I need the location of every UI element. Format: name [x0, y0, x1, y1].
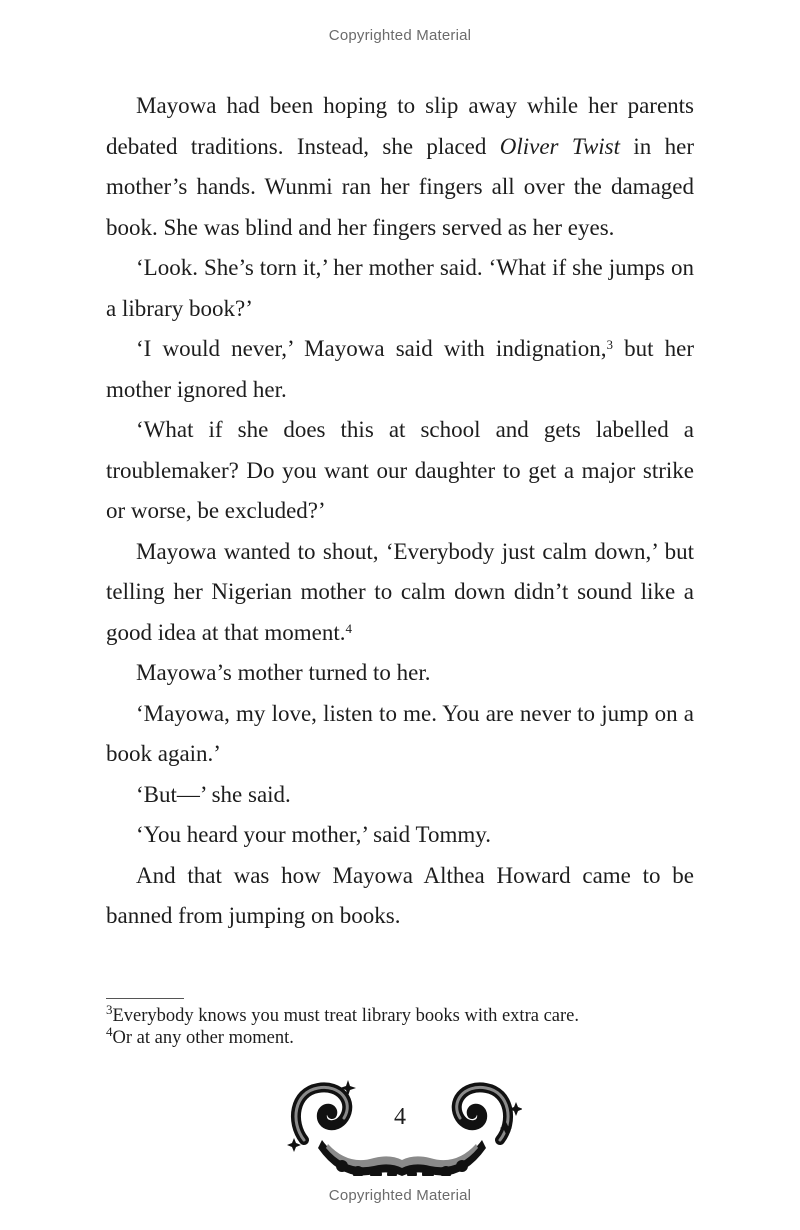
paragraph-9: ‘You heard your mother,’ said Tommy. — [136, 822, 491, 847]
paragraph-7: ‘Mayowa, my love, listen to me. You are never to jump on a book again.’ — [106, 700, 694, 766]
paragraph-3: ‘I would never,’ Mayowa said with indignation,$^3$ but her mother ignored her. — [106, 336, 694, 402]
footnote-4: $^4$Or at any other moment. — [106, 1023, 294, 1048]
copyright-watermark-top: Copyrighted Material — [328, 27, 472, 44]
footnote-3: $^3$Everybody knows you must treat library books with extra care. — [106, 1001, 579, 1026]
paragraph-4: ‘What if she does this at school and gets labelled a troublemaker? Do you want our daughter to get a major strike or worse, be excluded?’ — [106, 417, 694, 523]
page-number: 4 — [394, 1104, 406, 1130]
ornament-right-spiral — [457, 1087, 508, 1140]
paragraph-6: Mayowa’s mother turned to her. — [136, 660, 431, 685]
footnote-ref-4: 4 — [345, 620, 353, 636]
ornament-arch-inner — [326, 1144, 478, 1168]
book-title: Oliver Twist — [499, 133, 621, 159]
paragraph-8: ‘But—’ she said. — [136, 781, 291, 807]
page-body — [106, 86, 694, 937]
paragraph-10: And that was how Mayowa Althea Howard came to be banned from jumping on books. — [106, 862, 694, 928]
footnote-divider — [106, 998, 184, 999]
footnote-ref-3: 3 — [606, 336, 613, 352]
ornament-left-spiral — [296, 1087, 347, 1140]
footnotes — [106, 1001, 706, 1049]
paragraph-2: ‘Look. She’s torn it,’ her mother said. ‘What if she jumps on a library book?’ — [106, 255, 694, 321]
paragraph-1: Mayowa had been hoping to slip away while her parents debated traditions. Instead, she placed Oliver Twist in her mother’s hands. Wunmi ran her fingers all over the damaged book. She was blind and her fingers served as her eyes. — [106, 93, 694, 240]
paragraph-5: Mayowa wanted to shout, ‘Everybody just calm down,’ but telling her Nigerian mother to calm down didn’t sound like a good idea at that moment.$^4$ — [106, 538, 694, 645]
copyright-watermark-bottom: Copyrighted Material — [328, 1187, 472, 1204]
